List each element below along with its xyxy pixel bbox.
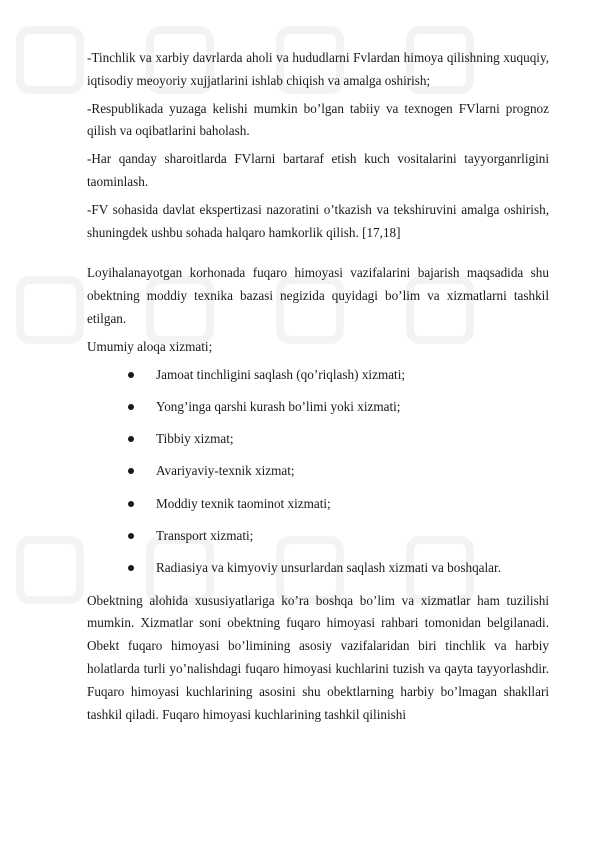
paragraph-expertise: -FV sohasida davlat ekspertizasi nazoratini o’tkazish va tekshiruvini amalga oshirish, shuningdek ushbu sohada halqaro hamkorlik qilish. [17,18] <box>87 201 549 240</box>
list-item <box>87 525 549 548</box>
list-item <box>87 396 549 419</box>
list-item <box>87 493 549 516</box>
list-item <box>87 557 549 580</box>
bullet-icon <box>128 533 134 539</box>
list-item-text: Avariyaviy-texnik xizmat; <box>156 463 295 479</box>
list-item <box>87 428 549 451</box>
list-item <box>87 460 549 483</box>
list-item-text: Tibbiy xizmat; <box>156 431 234 447</box>
document-page <box>87 47 549 731</box>
list-item-text: Transport xizmati; <box>156 528 254 544</box>
bullet-icon <box>128 565 134 571</box>
paragraph-closing: Obektning alohida xususiyatlariga ko’ra boshqa bo’lim va xizmatlar ham tuzilishi mumkin. Xizmatlar soni obektning fuqaro himoyasi rahbari tomonidan belgilanadi. Obekt fuqaro himoyasi bo’limining asosiy vazifalaridan biri tinchlik va harbiy holatlarda turli yo’nalishdagi fuqaro himoyasi kuchlarini tuzish va qayta tayyorlashdir. Fuqaro himoyasi kuchlarining asosini shu obektlarning harbiy bo’lmagan shakllari tashkil qiladi. Fuqaro himoyasi kuchlarining tashkil qilinishi <box>87 592 549 722</box>
bullet-icon <box>128 436 134 442</box>
paragraph-readiness: -Har qanday sharoitlarda FVlarni bartaraf etish kuch vositalarini tayyorganrligini taominlash. <box>87 151 549 189</box>
paragraph-legal-framework: -Tinchlik va xarbiy davrlarda aholi va hududlarni Fvlardan himoya qilishning xuquqiy, iqtisodiy meoyoriy xujjatlarini ishlab chiqish va amalga oshirish; <box>87 50 549 88</box>
bullet-icon <box>128 372 134 378</box>
services-list <box>87 364 549 581</box>
list-item <box>87 364 549 387</box>
bullet-icon <box>128 468 134 474</box>
bullet-icon <box>128 404 134 410</box>
paragraph-forecasting: -Respublikada yuzaga kelishi mumkin bo’lgan tabiiy va texnogen FVlarni prognoz qilish va oqibatlarini baholash. <box>87 100 549 139</box>
list-item-text: Yong’inga qarshi kurash bo’limi yoki xizmati; <box>156 398 401 414</box>
list-item-text: Moddiy texnik taominot xizmati; <box>156 495 331 511</box>
paragraph-intro: Loyihalanayotgan korhonada fuqaro himoyasi vazifalarini bajarish maqsadida shu obektning moddiy texnika bazasi negizida quyidagi bo’lim va xizmatlarni tashkil etilgan. <box>87 265 549 326</box>
list-item-text: Radiasiya va kimyoviy unsurlardan saqlash xizmati va boshqalar. <box>156 560 501 576</box>
list-item-text: Jamoat tinchligini saqlash (qo’riqlash) xizmati; <box>156 366 406 382</box>
bullet-icon <box>128 501 134 507</box>
list-heading: Umumiy aloqa xizmati; <box>87 338 213 354</box>
